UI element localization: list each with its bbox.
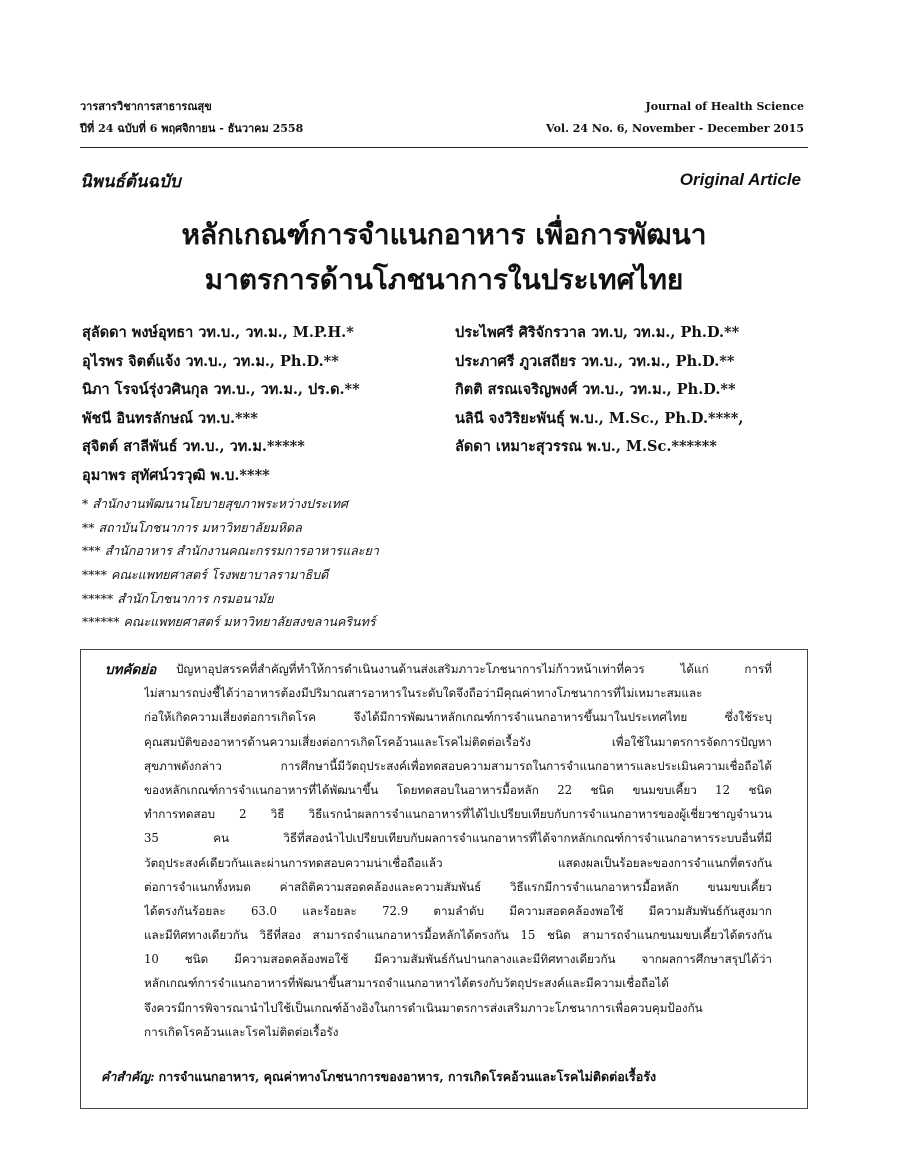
article-type-thai: นิพนธ์ต้นฉบับ xyxy=(80,172,181,192)
abstract-label: บทคัดย่อ xyxy=(105,662,157,678)
abstract-line: และมีทิศทางเดียวกัน วิธีที่สอง สามารถจำแนกอาหารมื้อหลักได้ตรงกัน 15 ชนิด สามารถจำแนกขนมขบเคี้ยวได้ตรงกัน xyxy=(144,928,772,943)
abstract-line: 10 ชนิด มีความสอดคล้องพอใช้ มีความสัมพันธ์กันปานกลางและมีทิศทางเดียวกัน จากผลการศึกษาสรุปได้ว่า xyxy=(144,952,772,967)
abstract-line: ไม่สามารถบ่งชี้ได้ว่าอาหารต้องมีปริมาณสารอาหารในระดับใดจึงถือว่ามีคุณค่าทางโภชนาการที่ไม่เหมาะสมและ xyxy=(144,686,703,701)
abstract-line: วัตถุประสงค์เดียวกันและผ่านการทดสอบความน่าเชื่อถือแล้ว แสดงผลเป็นร้อยละของการจำแนกที่ตรงกัน xyxy=(144,855,772,870)
journal-header-thai xyxy=(80,96,303,140)
abstract-box xyxy=(80,649,808,1109)
author: ประไพศรี ศิริจักรวาล วท.บ, วท.ม., Ph.D.** xyxy=(455,324,740,341)
header-divider xyxy=(80,147,808,148)
issue-info-thai: ปีที่ 24 ฉบับที่ 6 พฤศจิกายน - ธันวาคม 2558 xyxy=(80,122,304,135)
title-line-1: หลักเกณฑ์การจำแนกอาหาร เพื่อการพัฒนา xyxy=(181,218,707,251)
affiliation: *** สำนักอาหาร สำนักงานคณะกรรมการอาหารและยา xyxy=(82,543,379,559)
abstract-line: จึงควรมีการพิจารณานำไปใช้เป็นเกณฑ์อ้างอิงในการดำเนินมาตรการส่งเสริมภาวะโภชนาการเพื่อควบคุมป้องกัน xyxy=(144,1000,703,1015)
article-title xyxy=(80,212,808,302)
author: อุไรพร จิตต์แจ้ง วท.บ., วท.ม., Ph.D.** xyxy=(82,352,339,370)
affiliation: **** คณะแพทยศาสตร์ โรงพยาบาลรามาธิบดี xyxy=(82,567,329,583)
author: นลินี จงวิริยะพันธุ์ พ.บ., M.Sc., Ph.D.****, xyxy=(455,409,744,427)
abstract-text xyxy=(144,657,772,1044)
abstract-line: สุขภาพดังกล่าว การศึกษานี้มีวัตถุประสงค์เพื่อทดสอบความสามารถในการจำแนกอาหารและประเมินความเชื่อถือได้ xyxy=(144,758,772,773)
author: นิภา โรจน์รุ่งวศินกุล วท.บ., วท.ม., ปร.ด.** xyxy=(82,381,360,398)
abstract-line: 35 คน วิธีที่สองนำไปเปรียบเทียบกับผลการจำแนกอาหารที่ได้จากหลักเกณฑ์การจำแนกอาหารระบบอื่นที่มี xyxy=(144,831,772,846)
author: ลัดดา เหมาะสุวรรณ พ.บ., M.Sc.****** xyxy=(455,438,717,455)
affiliations xyxy=(82,492,379,634)
issue-info-english: Vol. 24 No. 6, November - December 2015 xyxy=(546,122,804,135)
author: สุจิตต์ สาลีพันธ์ วท.บ., วท.ม.***** xyxy=(82,438,305,455)
author: กิตติ สรณเจริญพงศ์ วท.บ., วท.ม., Ph.D.** xyxy=(455,381,736,398)
title-line-2: มาตรการด้านโภชนาการในประเทศไทย xyxy=(204,263,684,296)
affiliation: * สำนักงานพัฒนานโยบายสุขภาพระหว่างประเทศ xyxy=(82,496,348,511)
abstract-line: ทำการทดสอบ 2 วิธี วิธีแรกนำผลการจำแนกอาหารที่ได้ไปเปรียบเทียบกับการจำแนกอาหารของผู้เชี่ยวชาญจำนวน xyxy=(144,807,772,822)
abstract-line: ของหลักเกณฑ์การจำแนกอาหารที่ได้พัฒนาขึ้น โดยทดสอบในอาหารมื้อหลัก 22 ชนิด ขนมขบเคี้ยว 12 ชนิด xyxy=(144,782,772,797)
abstract-line: การเกิดโรคอ้วนและโรคไม่ติดต่อเรื้อรัง xyxy=(144,1024,339,1039)
abstract-line: ต่อการจำแนกทั้งหมด ค่าสถิติความสอดคล้องและความสัมพันธ์ วิธีแรกมีการจำแนกอาหารมื้อหลัก ขนมขบเคี้ยว xyxy=(144,879,772,894)
affiliation: ***** สำนักโภชนาการ กรมอนามัย xyxy=(82,590,274,606)
keywords xyxy=(101,1067,656,1087)
journal-header-english xyxy=(546,96,804,140)
affiliation: ****** คณะแพทยศาสตร์ มหาวิทยาลัยสงขลานครินทร์ xyxy=(82,614,376,630)
author: อุมาพร สุทัศน์วรวุฒิ พ.บ.**** xyxy=(82,466,270,484)
authors-left-column xyxy=(82,319,360,490)
affiliation: ** สถาบันโภชนาการ มหาวิทยาลัยมหิดล xyxy=(82,519,302,535)
article-type-english: Original Article xyxy=(679,170,801,189)
abstract-line: ก่อให้เกิดความเสี่ยงต่อการเกิดโรค จึงได้มีการพัฒนาหลักเกณฑ์การจำแนกอาหารขึ้นมาในประเทศไทย ซึ่งใช้ระบุ xyxy=(144,710,772,725)
author: ประภาศรี ภูวเสถียร วท.บ., วท.ม., Ph.D.** xyxy=(455,352,735,370)
journal-name-english: Journal of Health Science xyxy=(645,100,804,113)
abstract-line: ได้ตรงกันร้อยละ 63.0 และร้อยละ 72.9 ตามลำดับ มีความสอดคล้องพอใช้ มีความสัมพันธ์กันสูงมาก xyxy=(144,903,772,918)
abstract-line: คุณสมบัติของอาหารด้านความเสี่ยงต่อการเกิดโรคอ้วนและโรคไม่ติดต่อเรื้อรัง เพื่อใช้ในมาตรการจัดการปัญหา xyxy=(144,734,772,749)
journal-name-thai: วารสารวิชาการสาธารณสุข xyxy=(80,100,212,113)
abstract-line: ปัญหาอุปสรรคที่สำคัญที่ทำให้การดำเนินงานด้านส่งเสริมภาวะโภชนาการไม่ก้าวหน้าเท่าที่ควร ได้แก่ การที่ xyxy=(176,662,772,676)
abstract-line: หลักเกณฑ์การจำแนกอาหารที่พัฒนาขึ้นสามารถจำแนกอาหารได้ตรงกับวัตถุประสงค์และมีความเชื่อถือได้ xyxy=(144,976,669,991)
author: สุลัดดา พงษ์อุทธา วท.บ., วท.ม., M.P.H.* xyxy=(82,324,354,341)
keywords-text: การจำแนกอาหาร, คุณค่าทางโภชนาการของอาหาร, การเกิดโรคอ้วนและโรคไม่ติดต่อเรื้อรัง xyxy=(158,1069,657,1084)
keywords-label: คำสำคัญ: xyxy=(101,1069,155,1084)
author: พัชนี อินทรลักษณ์ วท.บ.*** xyxy=(82,409,258,427)
authors-right-column xyxy=(455,319,743,462)
